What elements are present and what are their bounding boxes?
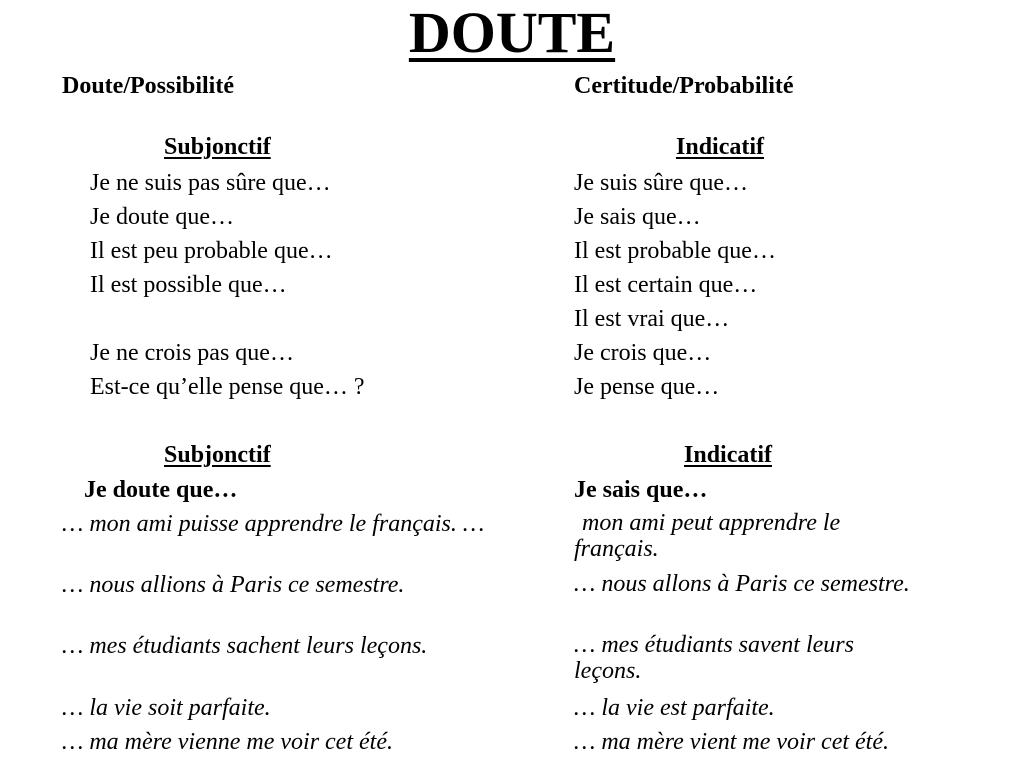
section2-right-heading: Indicatif: [684, 442, 773, 468]
subjonctif-expression: Il est peu probable que…: [90, 238, 333, 264]
indicatif-expression: Je crois que…: [574, 340, 712, 366]
section2-right-intro: Je sais que…: [574, 477, 708, 503]
subjonctif-example: … mes étudiants sachent leurs leçons.: [62, 633, 428, 659]
subjonctif-expression: Est-ce qu’elle pense que… ?: [90, 374, 365, 400]
section2-left-intro: Je doute que…: [84, 477, 238, 503]
left-column-header: Doute/Possibilité: [62, 73, 234, 99]
right-column-header: Certitude/Probabilité: [574, 73, 794, 99]
subjonctif-example: … ma mère vienne me voir cet été.: [62, 729, 393, 755]
indicatif-example: … mes étudiants savent leurs leçons.: [574, 632, 854, 684]
section1-right-heading: Indicatif: [676, 134, 765, 160]
section2-left-heading: Subjonctif: [164, 442, 271, 468]
indicatif-expression: Il est vrai que…: [574, 306, 730, 332]
indicatif-expression: Il est certain que…: [574, 272, 758, 298]
indicatif-expression: Il est probable que…: [574, 238, 776, 264]
subjonctif-expression: Je doute que…: [90, 204, 234, 230]
subjonctif-example: … nous allions à Paris ce semestre.: [62, 572, 405, 598]
page-title: DOUTE: [408, 0, 616, 65]
subjonctif-expression: Il est possible que…: [90, 272, 287, 298]
indicatif-example: mon ami peut apprendre le français.: [574, 510, 841, 562]
indicatif-expression: Je sais que…: [574, 204, 701, 230]
indicatif-expression: Je pense que…: [574, 374, 720, 400]
indicatif-example: … la vie est parfaite.: [574, 695, 775, 721]
subjonctif-expression: Je ne crois pas que…: [90, 340, 294, 366]
indicatif-example: … ma mère vient me voir cet été.: [574, 729, 889, 755]
subjonctif-example: … mon ami puisse apprendre le français. …: [62, 511, 485, 537]
section1-left-heading: Subjonctif: [164, 134, 271, 160]
indicatif-example: … nous allons à Paris ce semestre.: [574, 571, 910, 597]
subjonctif-example: … la vie soit parfaite.: [62, 695, 271, 721]
indicatif-expression: Je suis sûre que…: [574, 170, 748, 196]
subjonctif-expression: Je ne suis pas sûre que…: [90, 170, 331, 196]
